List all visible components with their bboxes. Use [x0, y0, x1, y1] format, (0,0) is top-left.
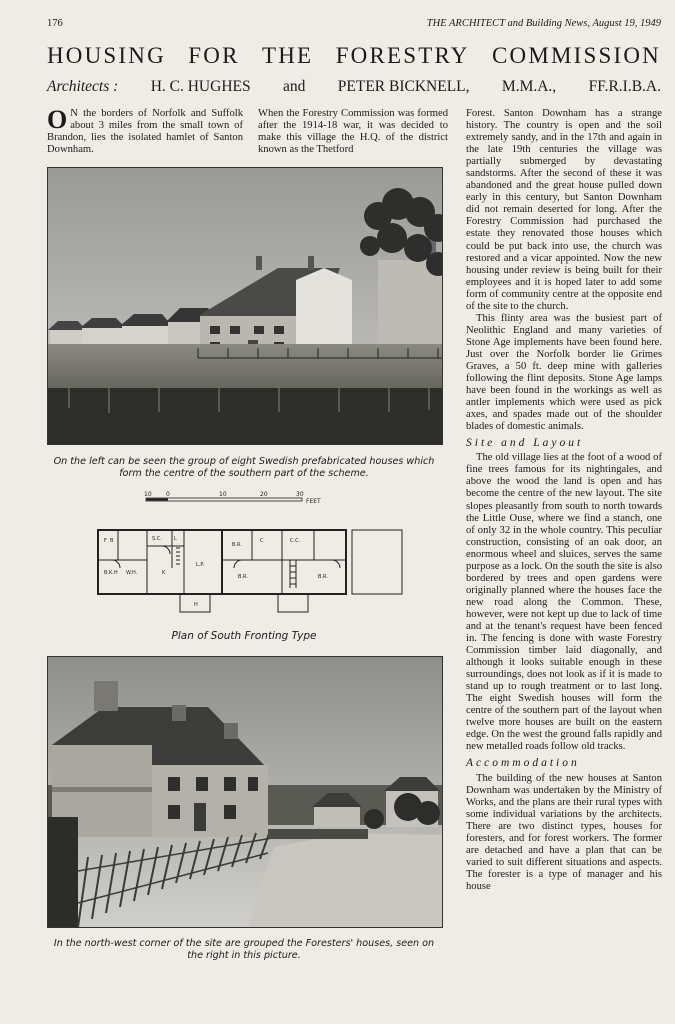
architect-name: PETER BICKNELL,	[337, 78, 470, 95]
title-word: THE	[262, 43, 314, 68]
svg-text:K: K	[162, 570, 166, 576]
svg-text:30: 30	[296, 491, 304, 498]
paragraph	[47, 105, 243, 156]
svg-text:0: 0	[166, 491, 170, 498]
paragraph: The building of the new houses at Santon Downham was undertaken by the Ministry of Works, and the plans are their rural types with some individual variations by the architects. There are two distinct types, houses for foresters, and for forest workers. The former are detached and have a plan that can be varied to suit different situations and aspects. The forester is a type of manager and his house	[466, 772, 662, 892]
plan-scale-bar	[144, 491, 321, 505]
paragraph: The old village lies at the foot of a wood of fine trees famous for its nightingales, and above the wood the land is open and has become the centre of the new layout. The site slopes pleasantly from south to north towards the Little Ouse, where we find a stanch, one of only 32 in the whole country. This peculiar construction, consisting of an oak door, an enormous wheel and sluices, serves the same purpose as a lock. On the south the site is also bordered by trees and open gardens were originally planned where the houses face the new road along the Common. These, however, were not kept up due to lack of time and at the tenant's request have been fenced in. The fencing is done with waste Forestry Commission timber laid diagonally, and although it looks suitable enough in these surroundings, does not look as if it is made to stand up to rough treatment or to last long. The eight Swedish houses will form the centre of the southern part of the layout when twelve more houses are built on the eastern edge. On the west the ground falls rapidly and new metalled roads follow old tracks.	[466, 452, 662, 753]
photo-swedish-houses	[47, 167, 443, 445]
svg-text:C.C.: C.C.	[290, 538, 301, 544]
page-number: 176	[47, 18, 63, 29]
text-column-3	[466, 108, 662, 893]
svg-text:B.R.: B.R.	[238, 574, 248, 580]
svg-text:L.P.: L.P.	[196, 562, 205, 568]
architects-line	[47, 78, 661, 96]
svg-text:H: H	[194, 602, 198, 608]
svg-text:B: B	[110, 538, 114, 544]
article-title	[47, 43, 661, 69]
paragraph: Forest. Santon Downham has a strange history. The country is open and the soil extremely sandy, and in the 17th and again in the late 19th centuries the village was partially submerged by devastating sandstorms. After the second of these it was abandoned and the great house pulled down early in this century, but Santon Downham did not remain deserted for long. After the Forestry Commission had purchased the estate they renovated those houses which could be put back into use, the church was restored and a vicar appointed. Now the new housing under review is being built for their employees and it is hoped later to add some form of community centre at the opposite end of the site to the church.	[466, 108, 662, 312]
title-word: FOR	[188, 43, 240, 68]
section-heading: Site and Layout	[466, 437, 584, 450]
svg-text:L: L	[174, 536, 177, 542]
drop-cap: O	[47, 105, 68, 134]
text-column-2	[258, 108, 448, 156]
svg-text:C: C	[260, 538, 264, 544]
section-heading: Accommodation	[466, 757, 580, 770]
paragraph-text: N the borders of Norfolk and Suffolk about 3 miles from the small town of Brandon, lies the isolated hamlet of Santon Downham.	[47, 108, 243, 156]
svg-text:10: 10	[219, 491, 227, 498]
architect-name: H. C. HUGHES	[150, 78, 251, 95]
svg-text:W.H.: W.H.	[126, 570, 138, 576]
photo-caption: On the left can be seen the group of eight Swedish prefabricated houses which form the centre of the southern part of the scheme.	[53, 456, 435, 479]
svg-text:S.C.: S.C.	[152, 536, 162, 542]
svg-text:B.R.: B.R.	[318, 574, 328, 580]
text-column-1	[47, 105, 243, 156]
architect-and: and	[283, 78, 306, 95]
svg-text:B.K.H: B.K.H	[104, 570, 118, 576]
architect-qualification: M.M.A.,	[501, 78, 557, 95]
photo-foresters-houses	[47, 656, 443, 928]
plan-caption: Plan of South Fronting Type	[171, 630, 317, 642]
svg-text:10: 10	[144, 491, 152, 498]
floor-plan-south-fronting	[92, 488, 408, 618]
svg-text:FEET: FEET	[306, 498, 321, 505]
architects-label: Architects :	[47, 78, 119, 95]
architect-qualification: FF.R.I.B.A.	[588, 78, 661, 95]
title-word: FORESTRY	[335, 43, 470, 68]
photo-caption: In the north-west corner of the site are grouped the Foresters' houses, seen on the right in this picture.	[53, 938, 435, 961]
title-word: COMMISSION	[491, 43, 661, 68]
running-head: THE ARCHITECT and Building News, August 19, 1949	[426, 18, 661, 29]
svg-text:20: 20	[260, 491, 268, 498]
title-word: HOUSING	[47, 43, 166, 68]
paragraph: When the Forestry Commission was formed after the 1914-18 war, it was decided to make this village the H.Q. of the district known as the Thetford	[258, 108, 448, 156]
paragraph: This flinty area was the busiest part of Neolithic England and many varieties of Stone Age implements have been found here. Just over the Norfolk border lie Grimes Graves, a 50 ft. deep mine with galleries following the flint deposits. Stone Age lamps have been found in the workings as well as antler implements which were used as pick axes, and spades made out of the shoulder blades of domestic animals.	[466, 312, 662, 433]
svg-text:B.R.: B.R.	[232, 542, 242, 548]
svg-text:F: F	[104, 538, 107, 544]
